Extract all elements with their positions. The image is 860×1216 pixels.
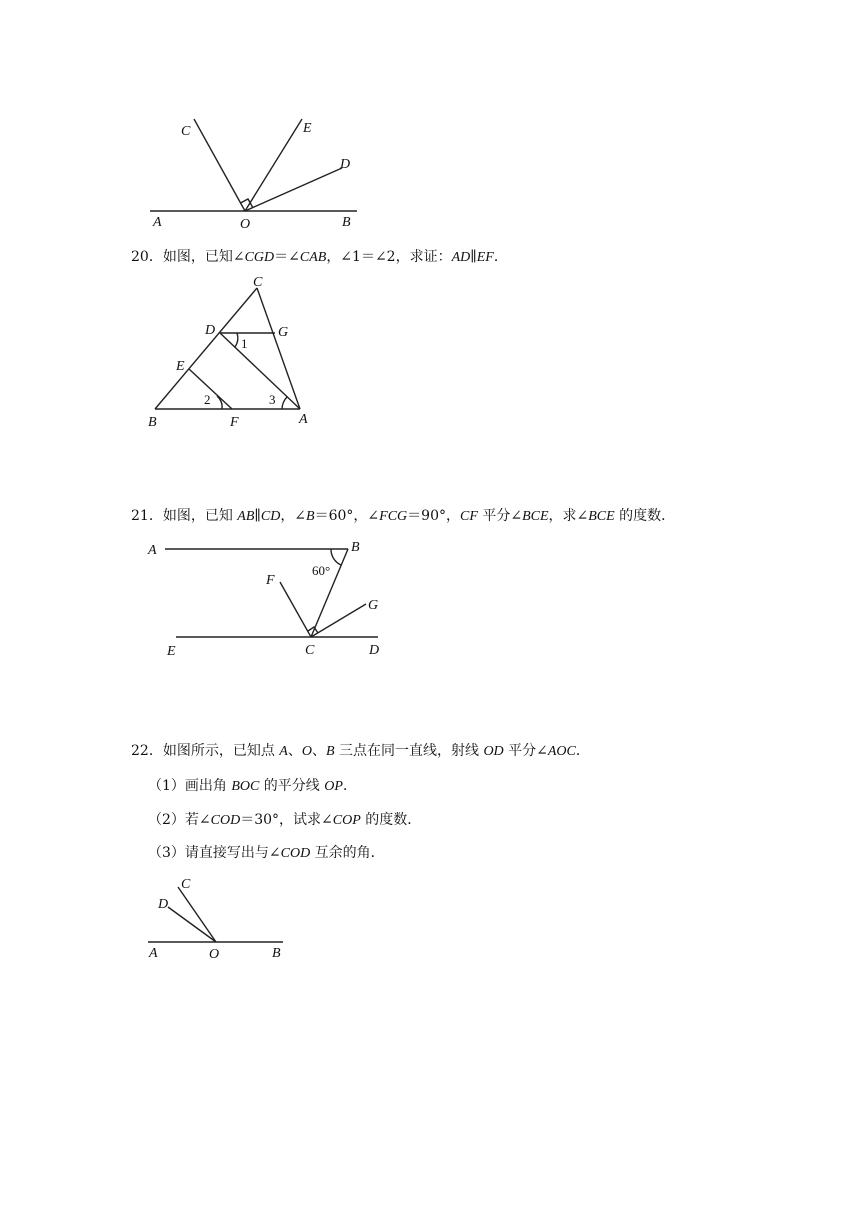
label-angle-60: 60° bbox=[312, 563, 331, 578]
label-a: A bbox=[148, 543, 157, 558]
label-d: D bbox=[340, 157, 351, 172]
label-d: D bbox=[205, 323, 216, 338]
label-b: B bbox=[272, 946, 281, 961]
question-20: 20．如图，已知∠CGD＝∠CAB，∠1＝∠2，求证：AD∥EF． bbox=[131, 249, 508, 265]
label-o: O bbox=[209, 947, 220, 962]
label-c: C bbox=[181, 124, 191, 139]
label-b: B bbox=[148, 415, 157, 430]
label-e: E bbox=[167, 644, 176, 659]
label-angle-2: 2 bbox=[204, 392, 211, 407]
label-d: D bbox=[369, 643, 380, 658]
question-22-part-3: （3）请直接写出与∠COD 互余的角． bbox=[148, 845, 385, 861]
label-angle-3: 3 bbox=[269, 392, 276, 407]
label-a: A bbox=[299, 412, 308, 427]
label-a: A bbox=[149, 946, 158, 961]
label-e: E bbox=[176, 359, 185, 374]
label-c: C bbox=[253, 275, 263, 290]
label-angle-1: 1 bbox=[241, 336, 248, 351]
ray-od bbox=[168, 907, 216, 942]
question-number: 21． bbox=[131, 508, 163, 524]
label-c: C bbox=[181, 877, 191, 892]
question-number: 20． bbox=[131, 249, 163, 265]
question-21: 21．如图，已知 AB∥CD，∠B＝60°，∠FCG＝90°，CF 平分∠BCE，求∠BCE 的度数． bbox=[131, 508, 676, 524]
label-c: C bbox=[305, 643, 315, 658]
label-o: O bbox=[240, 217, 251, 232]
label-g: G bbox=[278, 325, 289, 340]
question-22: 22．如图所示，已知点 A、O、B 三点在同一直线，射线 OD 平分∠AOC． bbox=[131, 743, 590, 759]
label-a: A bbox=[153, 215, 162, 230]
question-22-part-1: （1）画出角 BOC 的平分线 OP． bbox=[148, 778, 357, 794]
question-22-part-2: （2）若∠COD＝30°，试求∠COP 的度数． bbox=[148, 812, 422, 828]
label-f: F bbox=[266, 573, 275, 588]
label-e: E bbox=[303, 121, 312, 136]
question-number: 22． bbox=[131, 743, 163, 759]
label-b: B bbox=[351, 540, 360, 555]
label-g: G bbox=[368, 598, 379, 613]
ray-oc bbox=[178, 887, 216, 942]
label-b: B bbox=[342, 215, 351, 230]
label-f: F bbox=[230, 415, 239, 430]
label-d: D bbox=[158, 897, 169, 912]
